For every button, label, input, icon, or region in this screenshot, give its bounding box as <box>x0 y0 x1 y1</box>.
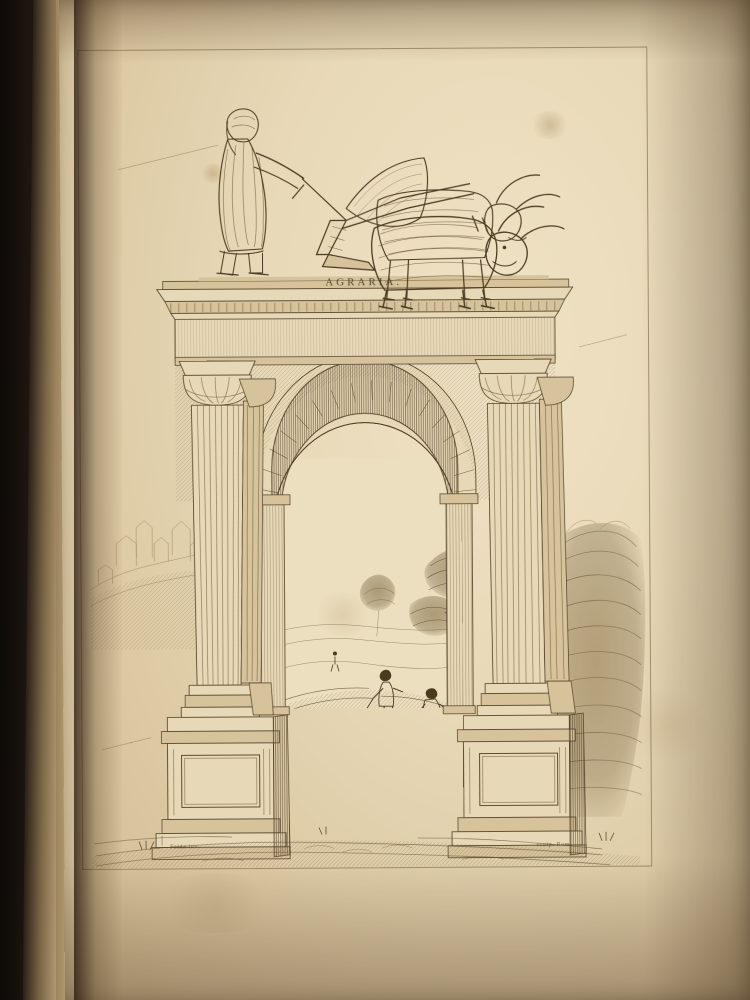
book-page <box>59 0 750 1000</box>
engraved-plate <box>77 47 652 870</box>
engraving-artwork <box>77 47 652 870</box>
page-bottom-shading <box>64 856 750 1000</box>
page-right-shading <box>639 0 750 1000</box>
plate-title: AGRARIA. <box>325 276 403 289</box>
plate-signature-right: sculp. Rom. <box>536 842 573 849</box>
plate-signature-left: Falda inv. <box>170 844 200 851</box>
